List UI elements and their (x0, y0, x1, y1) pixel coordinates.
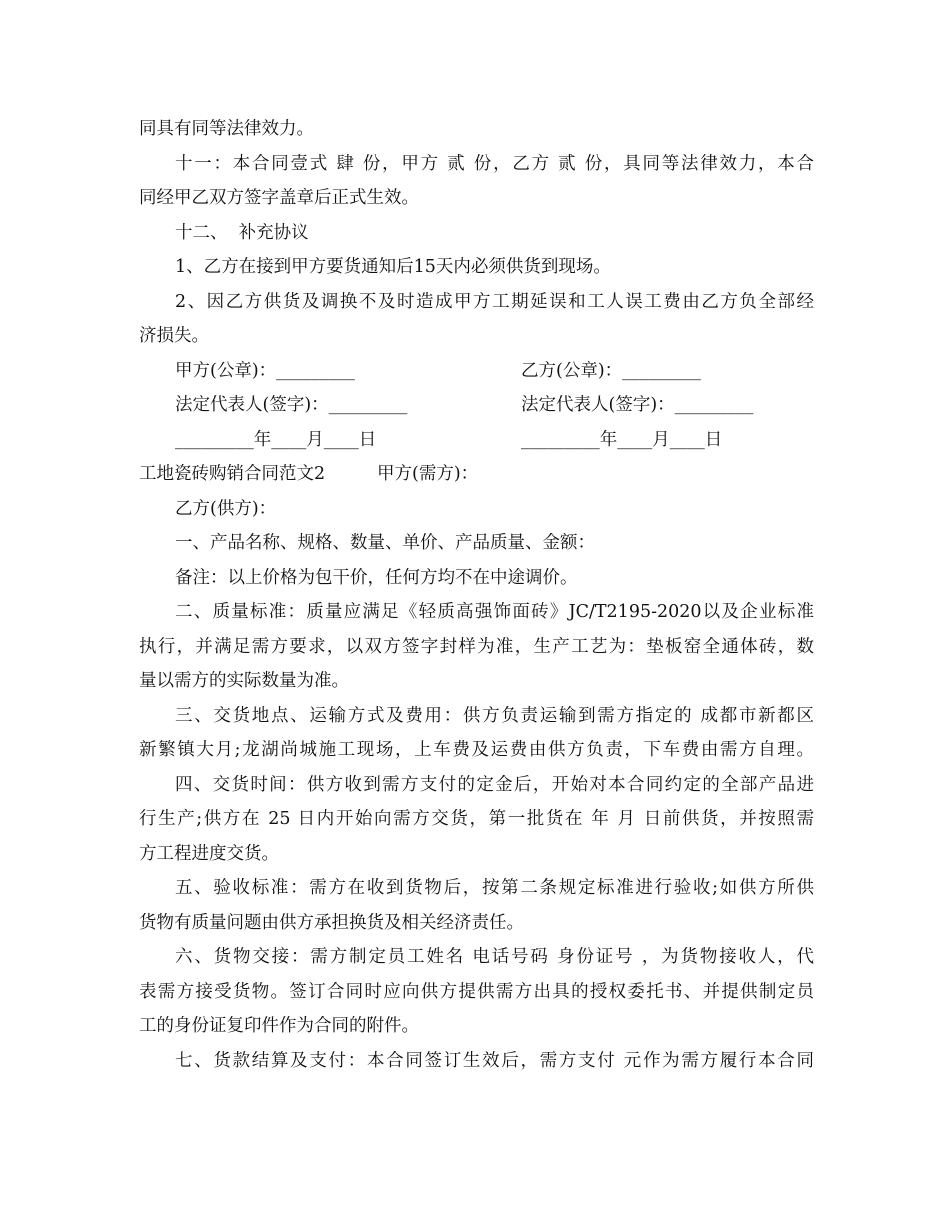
party-a-seal-field: 甲方(公章)：_________ (175, 360, 355, 381)
text-line: 同经甲乙双方签字盖章后正式生效。 (139, 188, 419, 208)
clause-4-line: 方工程进度交货。 (139, 843, 279, 864)
clause-5-line: 五、验收标准：需方在收到货物后，按第二条规定标准进行验收;如供方所供 (175, 878, 814, 898)
clause-2-line: 执行，并满足需方要求，以双方签字封样为准，生产工艺为：垫板窑全通体砖，数 (139, 636, 814, 657)
signature-row-seal (139, 354, 814, 389)
supplement-item-2: 2、因乙方供货及调换不及时造成甲方工期延误和工人误工费由乙方负全部经 (175, 291, 814, 312)
clause-6-line: 表需方接受货物。签订合同时应向供方提供需方出具的授权委托书、并提供制定员 (139, 981, 814, 1002)
clause-4-line: 行生产;供方在 25 日内开始向需方交货，第一批货在 年 月 日前供货，并按照需 (139, 809, 814, 829)
party-b-representative-field: 法定代表人(签字)：_________ (521, 395, 754, 415)
contract2-heading-row (139, 457, 814, 492)
contract2-title: 工地瓷砖购销合同范文2 (139, 464, 326, 484)
party-b-date-field: _________年____月____日 (521, 429, 723, 450)
supplement-item-1: 1、乙方在接到甲方要货通知后15天内必须供货到现场。 (175, 257, 611, 277)
clause-twelve-heading: 十二、 补充协议 (175, 222, 309, 243)
signature-row-representative (139, 388, 814, 423)
clause-1: 一、产品名称、规格、数量、单价、产品质量、金额： (175, 533, 595, 553)
clause-5-line: 货物有质量问题由供方承担换货及相关经济责任。 (139, 912, 524, 933)
text-line: 同具有同等法律效力。 (139, 119, 314, 139)
clause-4-line: 四、交货时间：供方收到需方支付的定金后，开始对本合同约定的全部产品进 (175, 774, 814, 795)
clause-3-line: 新繁镇大月;龙湖尚城施工现场，上车费及运费由供方负责，下车费由需方自理。 (139, 740, 814, 760)
text-line: 济损失。 (139, 326, 209, 346)
clause-6-line: 六、货物交接：需方制定员工姓名 电话号码 身份证号 ，为货物接收人，代 (175, 947, 814, 967)
clause-eleven: 十一：本合同壹式 肆 份，甲方 贰 份，乙方 贰 份，具同等法律效力，本合 (175, 153, 814, 174)
document-page (139, 112, 814, 1078)
clause-1-note: 备注：以上价格为包干价，任何方均不在中途调价。 (175, 567, 578, 588)
clause-6-line: 工的身份证复印件作为合同的附件。 (139, 1016, 419, 1036)
party-b-seal-field: 乙方(公章)：_________ (521, 360, 701, 381)
clause-2-line: 二、质量标准：质量应满足《轻质高强饰面砖》JC/T2195-2020以及企业标准 (175, 602, 814, 622)
party-a-date-field: _________年____月____日 (175, 429, 377, 450)
party-a-representative-field: 法定代表人(签字)：_________ (175, 395, 408, 415)
signature-row-date (139, 423, 814, 458)
clause-3-line: 三、交货地点、运输方式及费用：供方负责运输到需方指定的 成都市新都区 (175, 705, 814, 726)
clause-2-line: 量以需方的实际数量为准。 (139, 671, 349, 691)
buyer-label: 甲方(需方)： (377, 464, 479, 484)
clause-7-line: 七、货款结算及支付：本合同签订生效后，需方支付 元作为需方履行本合同 (175, 1050, 814, 1071)
seller-label: 乙方(供方)： (175, 498, 277, 519)
